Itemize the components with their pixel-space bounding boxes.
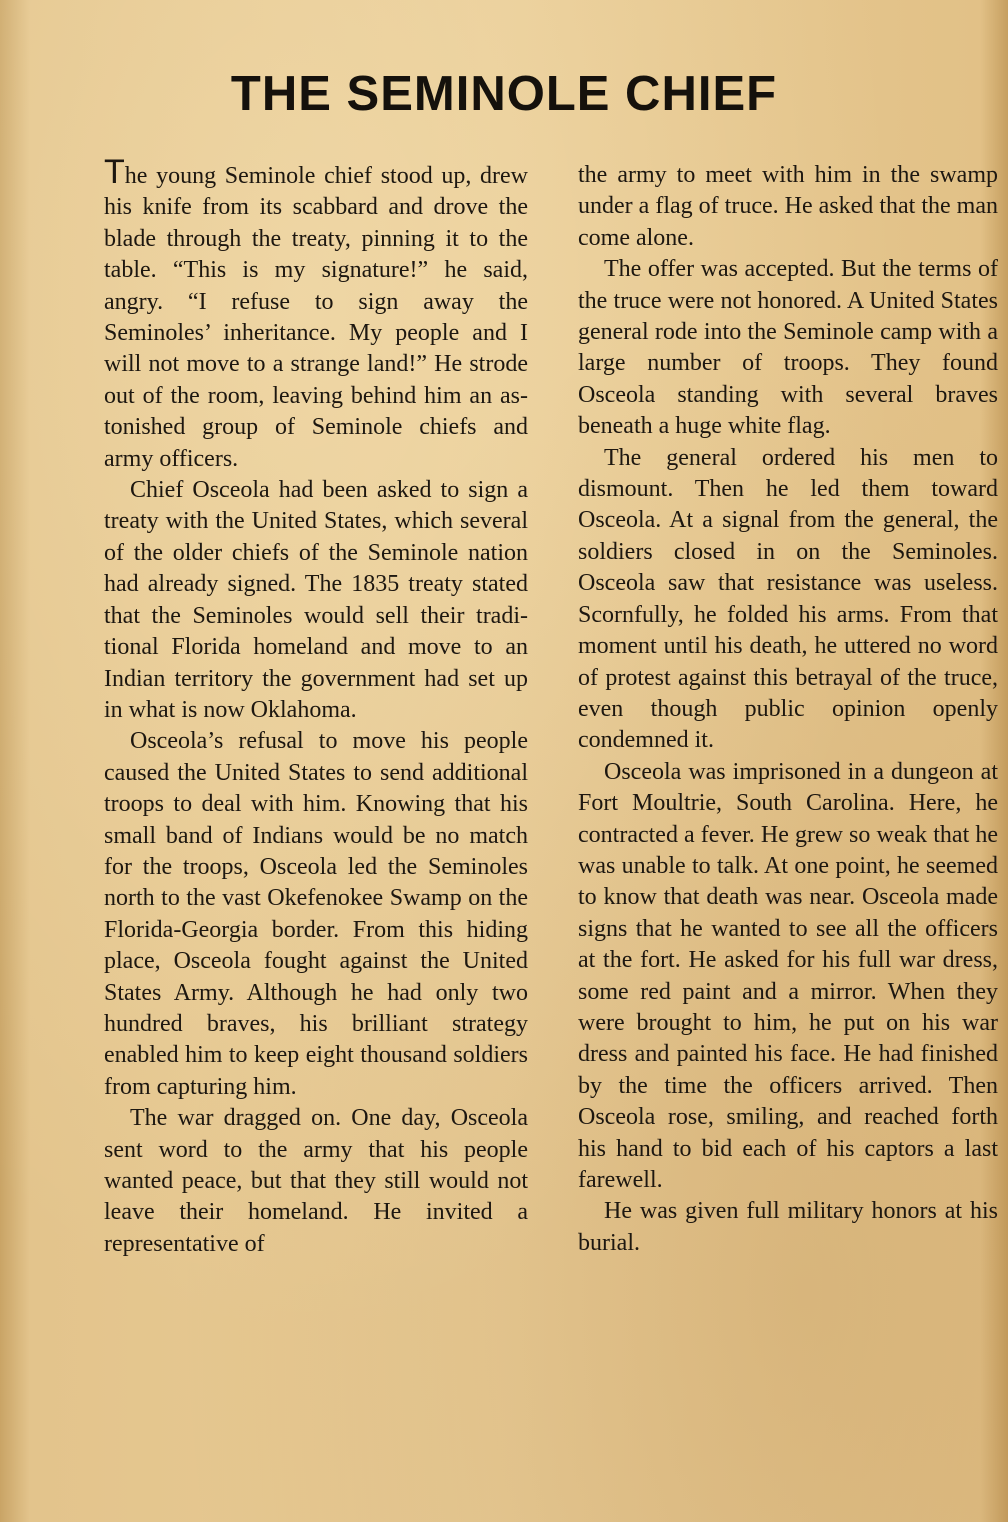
- left-column: [104, 153, 528, 1260]
- paragraph: Osceola’s refusal to move his people caused the United States to send additional troops to deal with him. Knowing that his small band of Indians would be no match for the troops, Osceola led the Seminoles north to the vast Okefenokee Swamp on the Florida-Georgia border. From this hiding place, Osceola fought against the United States Army. Although he had only two hundred braves, his brilliant strategy enabled him to keep eight thousand soldiers from capturing him.: [104, 728, 528, 1100]
- paragraph: The war dragged on. One day, Osceola sent word to the army that his people wanted peace, but that they still would not leave their homeland. He invited a representative of: [104, 1105, 528, 1257]
- paragraph: the army to meet with him in the swamp under a flag of truce. He asked that the man come alone.: [578, 162, 998, 251]
- paragraph: The offer was accepted. But the terms of the truce were not honored. A United States general rode into the Seminole camp with a large number of troops. They found Osceola standing with several braves beneath a huge white flag.: [578, 256, 998, 440]
- paragraph: [104, 153, 528, 475]
- paragraph: The general ordered his men to dismount. Then he led them toward Osceola. At a signal from the general, the soldiers closed in on the Seminoles. Osceola saw that resistance was useless. Scornfully, he folded his arms. From that moment until his death, he uttered no word of protest against this betrayal of the truce, even though public opinion openly condemned it.: [578, 444, 998, 754]
- article-title: THE SEMINOLE CHIEF: [230, 67, 778, 121]
- right-column: [578, 160, 998, 1259]
- drop-cap: T: [104, 153, 125, 191]
- paragraph-text: he young Seminole chief stood up, drew his knife from its scabbard and drove the blade through the treaty, pinning it to the table. “This is my signature!” he said, angry. “I refuse to sign away the Seminoles’ inheritance. My people and I will not move to a strange land!” He strode out of the room, leaving behind him an astonished group of Seminole chiefs and army officers.: [104, 163, 528, 472]
- paragraph: Osceola was imprisoned in a dungeon at Fort Moultrie, South Carolina. Here, he contracted a fever. He grew so weak that he was unable to talk. At one point, he seemed to know that death was near. Osceola made signs that he wanted to see all the officers at the fort. He asked for his full war dress, some red paint and a mirror. When they were brought to him, he put on his war dress and painted his face. He had finished by the time the officers arrived. Then Osceola rose, smiling, and reached forth his hand to bid each of his captors a last farewell.: [578, 758, 998, 1193]
- paragraph: He was given full military honors at his burial.: [578, 1198, 998, 1256]
- paragraph: Chief Osceola had been asked to sign a treaty with the United States, which several of the older chiefs of the Seminole nation had already signed. The 1835 treaty stated that the Seminoles would sell their traditional Florida homeland and move to an Indian territory the government had set up in what is now Oklahoma.: [104, 477, 528, 723]
